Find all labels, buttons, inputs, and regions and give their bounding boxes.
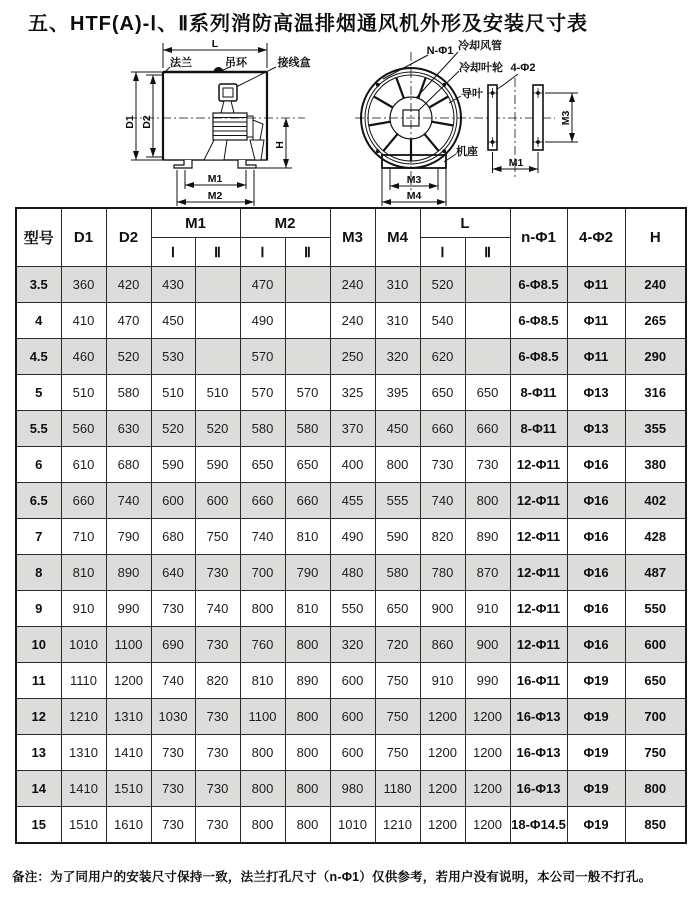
dim-cell: 600: [151, 483, 195, 519]
dim-cell: [285, 303, 330, 339]
dim-cell: 800: [285, 699, 330, 735]
dim-cell: 650: [420, 375, 465, 411]
dim-cell: Φ16: [567, 447, 625, 483]
dim-cell: 850: [625, 807, 686, 844]
dim-cell: 325: [330, 375, 375, 411]
dim-cell: 1510: [106, 771, 151, 807]
dim-cell: 487: [625, 555, 686, 591]
dim-cell: 660: [285, 483, 330, 519]
header-l: L: [420, 208, 510, 238]
dim-cell: 820: [195, 663, 240, 699]
dim-cell: [285, 339, 330, 375]
dim-cell: 480: [330, 555, 375, 591]
dim-cell: 18-Φ14.5: [510, 807, 567, 844]
dim-cell: 550: [625, 591, 686, 627]
dim-cell: 810: [240, 663, 285, 699]
model-cell: 4.5: [16, 339, 61, 375]
model-cell: 5: [16, 375, 61, 411]
dim-cell: 790: [106, 519, 151, 555]
dim-cell: 800: [240, 771, 285, 807]
table-row: [16, 267, 686, 303]
dim-cell: Φ16: [567, 519, 625, 555]
dim-cell: Φ13: [567, 375, 625, 411]
header-m2-ii: Ⅱ: [285, 238, 330, 267]
dim-cell: 6-Φ8.5: [510, 303, 567, 339]
dim-cell: 1200: [420, 735, 465, 771]
dim-label-l: L: [211, 38, 219, 50]
dim-cell: 560: [61, 411, 106, 447]
dim-cell: 570: [240, 339, 285, 375]
dim-cell: 550: [330, 591, 375, 627]
dim-cell: 890: [106, 555, 151, 591]
dim-cell: 265: [625, 303, 686, 339]
dim-cell: 740: [195, 591, 240, 627]
dim-cell: 420: [106, 267, 151, 303]
dim-cell: 360: [61, 267, 106, 303]
foot-left: [174, 160, 192, 168]
dim-cell: 980: [330, 771, 375, 807]
dim-cell: 590: [375, 519, 420, 555]
header-m1-i: Ⅰ: [151, 238, 195, 267]
dim-cell: 730: [151, 807, 195, 844]
table-row: [16, 483, 686, 519]
dim-cell: Φ19: [567, 663, 625, 699]
dim-cell: 600: [330, 735, 375, 771]
table-row: [16, 555, 686, 591]
dim-cell: 1310: [61, 735, 106, 771]
dim-cell: 1410: [61, 771, 106, 807]
dim-cell: [195, 303, 240, 339]
dim-cell: 250: [330, 339, 375, 375]
dim-cell: 870: [465, 555, 510, 591]
dim-label-d2: D2: [141, 115, 153, 129]
dim-cell: 1100: [240, 699, 285, 735]
dim-cell: 780: [420, 555, 465, 591]
table-body: [16, 267, 686, 844]
dim-cell: 1510: [61, 807, 106, 844]
dim-cell: 730: [195, 699, 240, 735]
dim-cell: 370: [330, 411, 375, 447]
model-cell: 5.5: [16, 411, 61, 447]
dim-cell: Φ11: [567, 339, 625, 375]
dim-cell: 710: [61, 519, 106, 555]
dim-cell: Φ19: [567, 807, 625, 844]
dim-cell: 8-Φ11: [510, 375, 567, 411]
dim-cell: 402: [625, 483, 686, 519]
table-row: [16, 303, 686, 339]
dim-cell: 800: [240, 735, 285, 771]
dim-cell: [195, 267, 240, 303]
dim-cell: 750: [195, 519, 240, 555]
dim-cell: 12-Φ11: [510, 447, 567, 483]
table-row: [16, 699, 686, 735]
dim-cell: 800: [285, 627, 330, 663]
dim-cell: 1100: [106, 627, 151, 663]
dim-cell: 520: [151, 411, 195, 447]
junction-box-label: 接线盒: [277, 57, 311, 69]
dim-cell: 750: [375, 735, 420, 771]
dim-cell: 310: [375, 303, 420, 339]
dim-cell: 730: [420, 447, 465, 483]
dim-cell: 660: [240, 483, 285, 519]
dim-cell: 16-Φ13: [510, 771, 567, 807]
dim-cell: 6-Φ8.5: [510, 267, 567, 303]
dim-cell: 1200: [465, 807, 510, 844]
dim-cell: 510: [151, 375, 195, 411]
model-cell: 14: [16, 771, 61, 807]
dim-cell: 750: [375, 699, 420, 735]
dim-label-m1: M1: [207, 173, 223, 185]
dim-cell: 460: [61, 339, 106, 375]
dim-cell: 660: [465, 411, 510, 447]
dim-cell: 1110: [61, 663, 106, 699]
dim-cell: 730: [195, 735, 240, 771]
lifting-ring-shape: [214, 68, 223, 73]
dim-cell: 428: [625, 519, 686, 555]
dim-cell: 720: [375, 627, 420, 663]
dim-cell: 470: [240, 267, 285, 303]
dim-cell: 860: [420, 627, 465, 663]
dim-cell: 650: [625, 663, 686, 699]
dim-cell: Φ13: [567, 411, 625, 447]
dim-cell: 800: [625, 771, 686, 807]
dim-cell: 1200: [465, 771, 510, 807]
dim-cell: 16-Φ13: [510, 699, 567, 735]
dim-label-h: H: [274, 141, 286, 149]
dim-cell: 890: [465, 519, 510, 555]
dim-cell: 810: [61, 555, 106, 591]
model-cell: 11: [16, 663, 61, 699]
dim-cell: 730: [195, 807, 240, 844]
table-row: [16, 591, 686, 627]
dim-cell: 12-Φ11: [510, 483, 567, 519]
dim-cell: 530: [151, 339, 195, 375]
header-m1-ii: Ⅱ: [195, 238, 240, 267]
dim-cell: 990: [106, 591, 151, 627]
header-h: H: [625, 208, 686, 267]
dim-cell: 680: [151, 519, 195, 555]
dim-cell: 650: [240, 447, 285, 483]
dim-cell: 610: [61, 447, 106, 483]
footnote: 备注：为了同用户的安装尺寸保持一致，法兰打孔尺寸（n-Φ1）仅供参考，若用户没有说明，本公司一般不打孔。: [12, 870, 652, 884]
header-m2-i: Ⅰ: [240, 238, 285, 267]
table-row: [16, 771, 686, 807]
dim-cell: Φ16: [567, 627, 625, 663]
guide-vane-label: 导叶: [461, 88, 483, 100]
table-row: [16, 447, 686, 483]
model-cell: 7: [16, 519, 61, 555]
dim-cell: 510: [61, 375, 106, 411]
dim-cell: 12-Φ11: [510, 591, 567, 627]
dim-cell: 1200: [420, 771, 465, 807]
dimension-table: [15, 207, 687, 844]
dim-cell: 600: [330, 663, 375, 699]
dim-cell: 1180: [375, 771, 420, 807]
dim-cell: 590: [195, 447, 240, 483]
dim-cell: 490: [330, 519, 375, 555]
dim-cell: 630: [106, 411, 151, 447]
model-cell: 12: [16, 699, 61, 735]
dim-cell: 310: [375, 267, 420, 303]
dim-cell: 12-Φ11: [510, 627, 567, 663]
dim-cell: 450: [151, 303, 195, 339]
table-row: [16, 627, 686, 663]
dim-cell: 700: [625, 699, 686, 735]
dim-cell: 510: [195, 375, 240, 411]
dim-cell: 750: [625, 735, 686, 771]
dim-cell: 570: [285, 375, 330, 411]
dim-cell: 800: [240, 807, 285, 844]
dim-cell: 580: [285, 411, 330, 447]
dim-cell: 520: [195, 411, 240, 447]
dim-cell: 600: [330, 699, 375, 735]
dim-cell: 395: [375, 375, 420, 411]
dim-cell: 730: [151, 591, 195, 627]
dim-cell: Φ19: [567, 771, 625, 807]
table-row: [16, 519, 686, 555]
table-row: [16, 375, 686, 411]
dim-cell: 650: [375, 591, 420, 627]
dim-cell: Φ16: [567, 483, 625, 519]
dim-cell: 1010: [330, 807, 375, 844]
dim-cell: 580: [106, 375, 151, 411]
header-l-i: Ⅰ: [420, 238, 465, 267]
dim-cell: 1200: [465, 735, 510, 771]
dim-cell: 1210: [61, 699, 106, 735]
dim-cell: 900: [465, 627, 510, 663]
dim-cell: Φ16: [567, 591, 625, 627]
table-row: [16, 663, 686, 699]
header-four-phi2: 4-Φ2: [567, 208, 625, 267]
dim-cell: 6-Φ8.5: [510, 339, 567, 375]
dim-cell: 800: [285, 807, 330, 844]
dim-cell: 1200: [420, 807, 465, 844]
dim-cell: 570: [240, 375, 285, 411]
dim-cell: 660: [61, 483, 106, 519]
model-cell: 6: [16, 447, 61, 483]
dim-cell: 240: [330, 303, 375, 339]
dim-cell: 800: [465, 483, 510, 519]
table-row: [16, 339, 686, 375]
dim-cell: 400: [330, 447, 375, 483]
dim-cell: 1610: [106, 807, 151, 844]
four-phi2-label: 4-Φ2: [510, 62, 536, 74]
front-view-drawing: [350, 38, 700, 208]
header-m2: M2: [240, 208, 330, 238]
dim-label-d1: D1: [124, 115, 136, 129]
dim-cell: 740: [420, 483, 465, 519]
dim-cell: 290: [625, 339, 686, 375]
dim-cell: 620: [420, 339, 465, 375]
dim-cell: 910: [465, 591, 510, 627]
dim-cell: 540: [420, 303, 465, 339]
dim-cell: 660: [420, 411, 465, 447]
dim-cell: 410: [61, 303, 106, 339]
dim-cell: 750: [375, 663, 420, 699]
dim-cell: 450: [375, 411, 420, 447]
flange-label: 法兰: [170, 57, 192, 69]
header-d2: D2: [106, 208, 151, 267]
dim-cell: 1010: [61, 627, 106, 663]
dim-cell: 16-Φ11: [510, 663, 567, 699]
model-cell: 15: [16, 807, 61, 844]
dim-cell: Φ19: [567, 735, 625, 771]
dim-cell: 1410: [106, 735, 151, 771]
dim-cell: Φ16: [567, 555, 625, 591]
dim-cell: 740: [240, 519, 285, 555]
model-cell: 9: [16, 591, 61, 627]
table-row: [16, 807, 686, 844]
dim-cell: 16-Φ13: [510, 735, 567, 771]
dim-cell: 470: [106, 303, 151, 339]
header-n-phi1: n-Φ1: [510, 208, 567, 267]
dim-cell: 800: [285, 771, 330, 807]
dim-cell: 600: [625, 627, 686, 663]
dim-cell: 760: [240, 627, 285, 663]
dim-cell: 800: [285, 735, 330, 771]
dim-cell: 1310: [106, 699, 151, 735]
header-m3: M3: [330, 208, 375, 267]
header-m1: M1: [151, 208, 240, 238]
dim-cell: 730: [465, 447, 510, 483]
model-cell: 10: [16, 627, 61, 663]
dim-label-m2: M2: [207, 190, 223, 202]
dim-cell: 316: [625, 375, 686, 411]
dim-label-m3: M3: [406, 174, 422, 186]
dim-cell: 730: [195, 627, 240, 663]
dim-cell: 890: [285, 663, 330, 699]
dim-cell: 580: [375, 555, 420, 591]
dim-label-m3-side: M3: [560, 110, 572, 126]
header-m4: M4: [375, 208, 420, 267]
dim-cell: 700: [240, 555, 285, 591]
dim-cell: 900: [420, 591, 465, 627]
dim-cell: 740: [106, 483, 151, 519]
dim-cell: 1200: [420, 699, 465, 735]
dim-cell: 730: [151, 771, 195, 807]
dim-cell: 820: [420, 519, 465, 555]
dim-cell: [195, 339, 240, 375]
dim-cell: [465, 267, 510, 303]
model-cell: 3.5: [16, 267, 61, 303]
dim-cell: Φ11: [567, 267, 625, 303]
dim-cell: 690: [151, 627, 195, 663]
model-cell: 6.5: [16, 483, 61, 519]
table-header: [16, 208, 686, 267]
cooling-duct-label: 冷却风管: [458, 40, 502, 52]
dim-cell: 12-Φ11: [510, 555, 567, 591]
dim-cell: 650: [465, 375, 510, 411]
dim-cell: 1200: [106, 663, 151, 699]
dim-cell: 240: [330, 267, 375, 303]
dim-cell: 555: [375, 483, 420, 519]
dim-cell: 1030: [151, 699, 195, 735]
lifting-ring-label: 吊环: [225, 57, 247, 69]
dim-cell: 800: [375, 447, 420, 483]
dim-cell: 810: [285, 591, 330, 627]
n-phi1-label: N-Φ1: [426, 45, 454, 57]
dim-cell: 490: [240, 303, 285, 339]
dim-cell: 520: [420, 267, 465, 303]
dim-cell: 580: [240, 411, 285, 447]
dim-cell: 8-Φ11: [510, 411, 567, 447]
model-cell: 8: [16, 555, 61, 591]
dim-cell: 650: [285, 447, 330, 483]
dim-cell: [465, 339, 510, 375]
dim-cell: Φ19: [567, 699, 625, 735]
model-cell: 13: [16, 735, 61, 771]
dim-cell: 355: [625, 411, 686, 447]
dim-cell: 790: [285, 555, 330, 591]
dim-cell: 990: [465, 663, 510, 699]
dim-cell: 640: [151, 555, 195, 591]
dim-cell: 730: [151, 735, 195, 771]
side-view-drawing: [100, 38, 350, 208]
dim-cell: 520: [106, 339, 151, 375]
dim-cell: 730: [195, 555, 240, 591]
dim-cell: [285, 267, 330, 303]
table-row: [16, 411, 686, 447]
dim-cell: 12-Φ11: [510, 519, 567, 555]
dim-cell: 600: [195, 483, 240, 519]
dim-cell: 1200: [465, 699, 510, 735]
dim-cell: 740: [151, 663, 195, 699]
dim-label-m4: M4: [406, 190, 422, 202]
dim-cell: 590: [151, 447, 195, 483]
dim-cell: 455: [330, 483, 375, 519]
dim-cell: [465, 303, 510, 339]
dim-cell: 800: [240, 591, 285, 627]
dim-label-m1: M1: [508, 157, 524, 169]
page-title: 五、HTF(A)-Ⅰ、Ⅱ系列消防高温排烟通风机外形及安装尺寸表: [28, 13, 589, 35]
header-model: 型号: [16, 208, 61, 267]
dim-cell: 240: [625, 267, 686, 303]
dim-cell: 430: [151, 267, 195, 303]
dim-cell: 810: [285, 519, 330, 555]
header-l-ii: Ⅱ: [465, 238, 510, 267]
dim-cell: Φ11: [567, 303, 625, 339]
dim-cell: 910: [420, 663, 465, 699]
dim-cell: 680: [106, 447, 151, 483]
model-cell: 4: [16, 303, 61, 339]
dim-cell: 1210: [375, 807, 420, 844]
dim-cell: 910: [61, 591, 106, 627]
dim-cell: 380: [625, 447, 686, 483]
header-d1: D1: [61, 208, 106, 267]
foot-right: [238, 160, 256, 168]
dim-cell: 320: [375, 339, 420, 375]
table-row: [16, 735, 686, 771]
dim-cell: 730: [195, 771, 240, 807]
cooling-impeller-label: 冷却叶轮: [459, 62, 503, 74]
dim-cell: 320: [330, 627, 375, 663]
base-label: 机座: [456, 146, 478, 158]
